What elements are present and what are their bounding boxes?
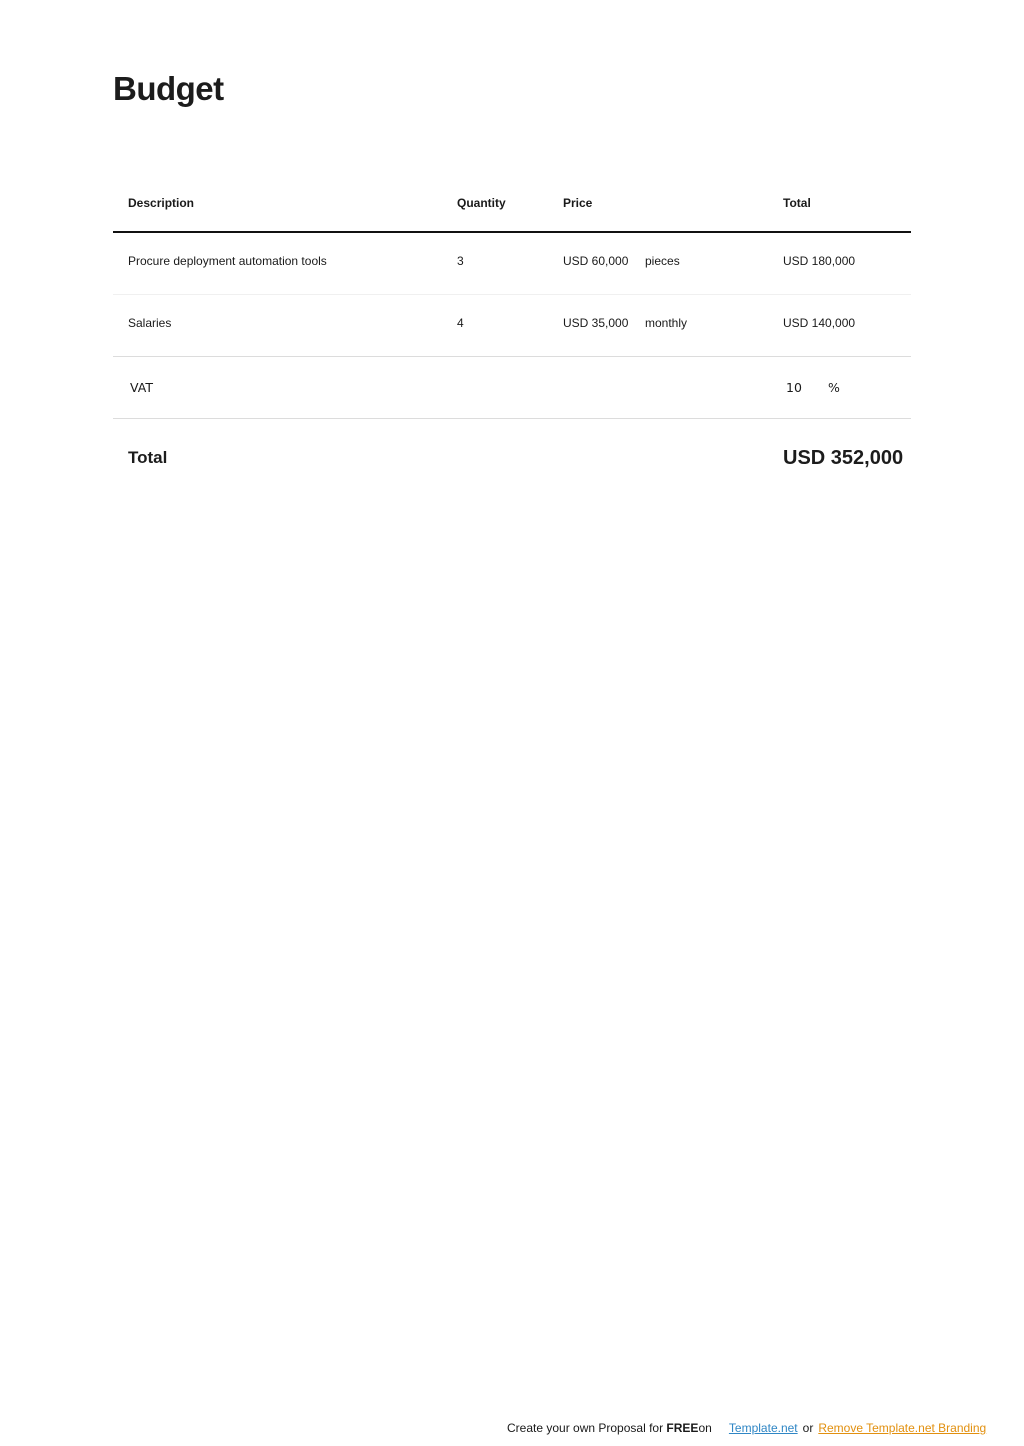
budget-table [113,174,911,497]
table-row [113,233,911,295]
vat-value: 10 [786,380,802,395]
page-title: Budget [113,70,224,107]
row-total: USD 140,000 [783,316,856,330]
row-price: USD 35,000 [563,316,629,330]
footer-on: on [698,1421,712,1435]
row-unit: monthly [645,316,688,330]
row-quantity: 4 [457,316,464,330]
footer-free: FREE [666,1421,699,1435]
vat-unit: % [828,380,840,395]
footer-prefix: Create your own Proposal for [507,1421,664,1435]
header-description: Description [128,196,195,210]
row-description: Salaries [128,316,172,330]
table-row [113,295,911,357]
table-header-row [113,174,911,233]
vat-row [113,357,911,419]
footer-or: or [802,1421,814,1435]
row-unit: pieces [645,254,680,268]
header-quantity: Quantity [457,196,506,210]
grand-total-label: Total [128,448,168,467]
branding-footer [507,1420,986,1436]
header-total: Total [783,196,811,210]
row-price: USD 60,000 [563,254,629,268]
template-net-link[interactable]: Template.net [728,1421,798,1435]
header-price: Price [563,196,593,210]
row-quantity: 3 [457,254,464,268]
vat-label: VAT [130,380,153,395]
grand-total-row [113,419,911,497]
remove-branding-link[interactable]: Remove Template.net Branding [818,1421,987,1435]
row-total: USD 180,000 [783,254,856,268]
grand-total-value: USD 352,000 [783,447,904,469]
row-description: Procure deployment automation tools [128,254,327,268]
